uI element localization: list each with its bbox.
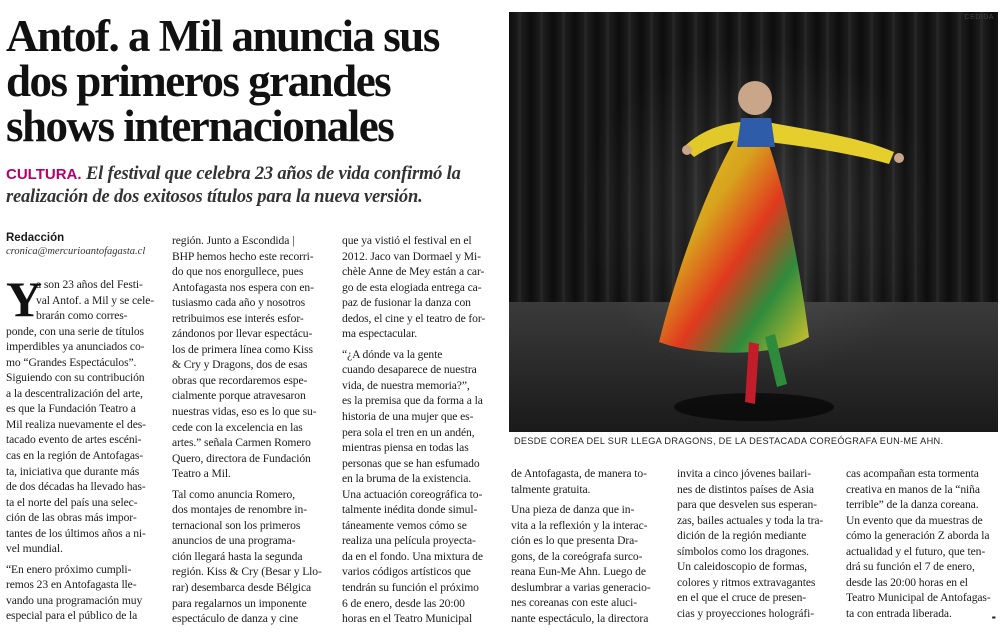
- byline: [6, 232, 145, 257]
- article-line: región. Junto a Escondida |: [172, 234, 295, 247]
- article-line: en el que el cruce de presen-: [677, 591, 807, 605]
- article-line: terrible” de la danza coreana.: [846, 498, 979, 512]
- article-line: da en el fondo. Una mixtura de: [342, 549, 483, 563]
- article-line: a son 23 años del Festi-: [36, 278, 143, 291]
- article-line: historia de una mujer que es-: [342, 410, 474, 424]
- article-line: talmente inédita donde simul-: [342, 503, 478, 517]
- deck-text-1: El festival que celebra 23 años de vida confirmó la: [85, 164, 461, 184]
- article-line: vida, de nuestra memoria?”,: [342, 378, 470, 392]
- headline-line-2: dos primeros grandes: [6, 56, 391, 106]
- article-line: BHP hemos hecho este recorri-: [172, 249, 314, 263]
- article-line: ción llegará hasta la segunda: [172, 549, 303, 563]
- article-line: gons, de la coreógrafa surco-: [511, 549, 643, 563]
- article-line: Antofagasta nos espera con en-: [172, 280, 314, 294]
- article-line: paz de fusionar la danza con: [342, 296, 471, 310]
- end-of-article-icon: ᙾ: [991, 614, 996, 627]
- article-column-1: [6, 271, 169, 624]
- article-line: creativa en manos de la “niña: [846, 482, 980, 496]
- article-line: mo “Grandes Espectáculos”.: [6, 355, 137, 369]
- article-line: zas, bailes actuales y toda la tra-: [677, 513, 824, 527]
- article-column-2: [172, 233, 337, 627]
- article-line: anuncios de una programa-: [172, 534, 296, 548]
- article-line: go de esta elogiada entrega ca-: [342, 280, 482, 294]
- article-line: dos montajes de renombre in-: [172, 503, 308, 517]
- article-line: invita a cinco jóvenes bailari-: [677, 467, 812, 480]
- article-line: rar) desembarca desde Bélgica: [172, 581, 312, 595]
- article-line: 6 de enero, desde las 20:00: [342, 596, 465, 610]
- article-line: artes.” señala Carmen Romero: [172, 436, 311, 450]
- article-line: cialmente porque atravesaron: [172, 389, 306, 403]
- article-line: ta el norte del país una selec-: [6, 495, 138, 509]
- article-line: cede con la excelencia en las: [172, 420, 303, 434]
- article-line: nes de distintos países de Asia: [677, 482, 814, 496]
- article-line: chèle Anne de Mey están a car-: [342, 265, 485, 279]
- article-line: Una pieza de danza que in-: [511, 503, 635, 517]
- article-line: Teatro a Mil.: [172, 467, 231, 481]
- article-line: tendrán su función el próximo: [342, 581, 479, 595]
- article-line: mientras piensa en todas las: [342, 441, 469, 455]
- article-line: Un caleidoscopio de formas,: [677, 560, 807, 574]
- article-line: deslumbrar a varias generacio-: [511, 580, 651, 594]
- article-line: dición de la región mediante: [677, 529, 807, 543]
- headline: [6, 11, 506, 151]
- article-line: 2012. Jaco van Dormael y Mi-: [342, 249, 481, 263]
- article-line: actualidad y el futuro, que ten-: [846, 544, 986, 558]
- article-line: Siguiendo con su contribución: [6, 371, 145, 385]
- article-line: Quero, directora de Fundación: [172, 451, 311, 465]
- article-line: cias y proyecciones holográfi-: [677, 606, 815, 620]
- article-line: remos 23 en Antofagasta lle-: [6, 578, 137, 592]
- headline-line-1: Antof. a Mil anuncia sus: [6, 11, 439, 61]
- article-line: drá su función el 7 de enero,: [846, 560, 975, 574]
- article-line: cuando desaparece de nuestra: [342, 363, 477, 377]
- article-line: dedos, el cine y el teatro de for-: [342, 311, 486, 325]
- article-line: zándonos por llevar espectácu-: [172, 327, 313, 341]
- article-line: Una actuación coreográfica to-: [342, 487, 483, 501]
- article-line: nuestras vidas, eso es lo que su-: [172, 405, 317, 419]
- article-line: realiza una película proyecta-: [342, 534, 476, 548]
- headline-line-3: shows internacionales: [6, 101, 394, 151]
- article-line: en la bruma de la existencia.: [342, 472, 472, 486]
- article-line: imperdibles ya anunciados co-: [6, 340, 145, 354]
- article-line: reana Eun-Me Ahn. Luego de: [511, 565, 646, 579]
- article-line: para que desvelen sus esperan-: [677, 498, 817, 512]
- article-line: vel mundial.: [6, 542, 63, 556]
- article-line: “¿A dónde va la gente: [342, 347, 443, 361]
- article-line: Tal como anuncia Romero,: [172, 487, 295, 501]
- article-line: cas en la región de Antofagas-: [6, 449, 144, 463]
- article-column-4: [511, 466, 671, 626]
- article-line: ción es lo que presenta Dra-: [511, 534, 638, 548]
- article-line: vando una programación muy: [6, 593, 143, 607]
- article-line: retribuimos ese interés esfor-: [172, 311, 304, 325]
- article-line: táneamente vemos cómo se: [342, 518, 467, 532]
- article-line: pera sola el tren en un andén,: [342, 425, 475, 439]
- article-line: colores y ritmos extravagantes: [677, 575, 816, 589]
- article-line: Un evento que da muestras de: [846, 513, 983, 527]
- article-line: los de primera línea como Kiss: [172, 342, 313, 356]
- article-line: espectáculo de danza y cine: [172, 612, 299, 626]
- article-line: personas que se han esfumado: [342, 456, 480, 470]
- dancer-photo: [509, 12, 998, 432]
- article-line: tantes de los últimos años a ni-: [6, 526, 146, 540]
- article-line: “En enero próximo cumpli-: [6, 562, 132, 576]
- dancer-illustration: [509, 12, 998, 432]
- photo-credit: CEDIDA: [964, 14, 994, 21]
- article-line: ponde, con una serie de títulos: [6, 324, 144, 338]
- article-line: para regalarnos un imponente: [172, 596, 307, 610]
- article-line: brarán como corres-: [36, 309, 128, 323]
- photo-caption: DESDE COREA DEL SUR LLEGA DRAGONS, DE LA DESTACADA COREÓGRAFA EUN-ME AHN.: [514, 436, 944, 446]
- article-line: vita a la reflexión y la interac-: [511, 518, 648, 532]
- article-line: ta, iniciativa que durante más: [6, 464, 140, 478]
- article-line: es que la Fundación Teatro a: [6, 402, 136, 416]
- article-line: ta con entrada liberada.: [846, 606, 952, 620]
- article-line: varios códigos artísticos que: [342, 565, 471, 579]
- article-line: es la premisa que da forma a la: [342, 394, 483, 408]
- article-line: símbolos como los dragones.: [677, 544, 809, 558]
- article-line: de dos décadas ha llevado has-: [6, 480, 146, 494]
- article-line: & Cry y Dragons, dos de esas: [172, 358, 308, 372]
- article-line: desde las 20:00 horas en el: [846, 575, 968, 589]
- article-line: cas acompañan esta tormenta: [846, 467, 979, 480]
- article-line: Teatro Municipal de Antofagas-: [846, 591, 991, 605]
- article-line: Mil realiza nuevamente el des-: [6, 417, 146, 431]
- article-column-6: [846, 466, 998, 621]
- deck: [6, 163, 506, 209]
- article-line: región. Kiss & Cry (Besar y Llo-: [172, 565, 322, 579]
- article-line: nes coreanas con este aluci-: [511, 596, 637, 610]
- article-line: horas en el Teatro Municipal: [342, 612, 473, 626]
- article-line: obras que recordaremos espe-: [172, 373, 308, 387]
- article-line: do que nos enorgullece, pues: [172, 265, 304, 279]
- article-line: de Antofagasta, de manera to-: [511, 467, 647, 480]
- byline-author: Redacción: [6, 232, 65, 244]
- article-line: nante espectáculo, la directora: [511, 611, 649, 625]
- article-line: ternacional son los primeros: [172, 518, 301, 532]
- drop-cap: Y: [6, 271, 43, 327]
- section-tag: CULTURA.: [6, 166, 82, 183]
- article-line: cómo la generación Z aborda la: [846, 529, 990, 543]
- article-line: a la descentralización del arte,: [6, 386, 143, 400]
- article-line: que ya vistió el festival en el: [342, 234, 472, 247]
- article-column-3: [342, 233, 507, 627]
- article-line: tacado evento de artes escéni-: [6, 433, 142, 447]
- article-line: especial para el público de la: [6, 609, 138, 623]
- article-line: tusiasmo cada año y nosotros: [172, 296, 306, 310]
- deck-line-1: [6, 163, 506, 186]
- article-column-5: [677, 466, 837, 621]
- article-line: talmente gratuita.: [511, 482, 591, 496]
- deck-line-2: realización de dos exitosos títulos para la nueva versión.: [6, 187, 423, 207]
- article-line: val Antof. a Mil y se cele-: [36, 293, 155, 307]
- byline-email: cronica@mercurioantofagasta.cl: [6, 246, 146, 257]
- article-line: ma espectacular.: [342, 327, 418, 341]
- article-line: ción de las obras más impor-: [6, 511, 137, 525]
